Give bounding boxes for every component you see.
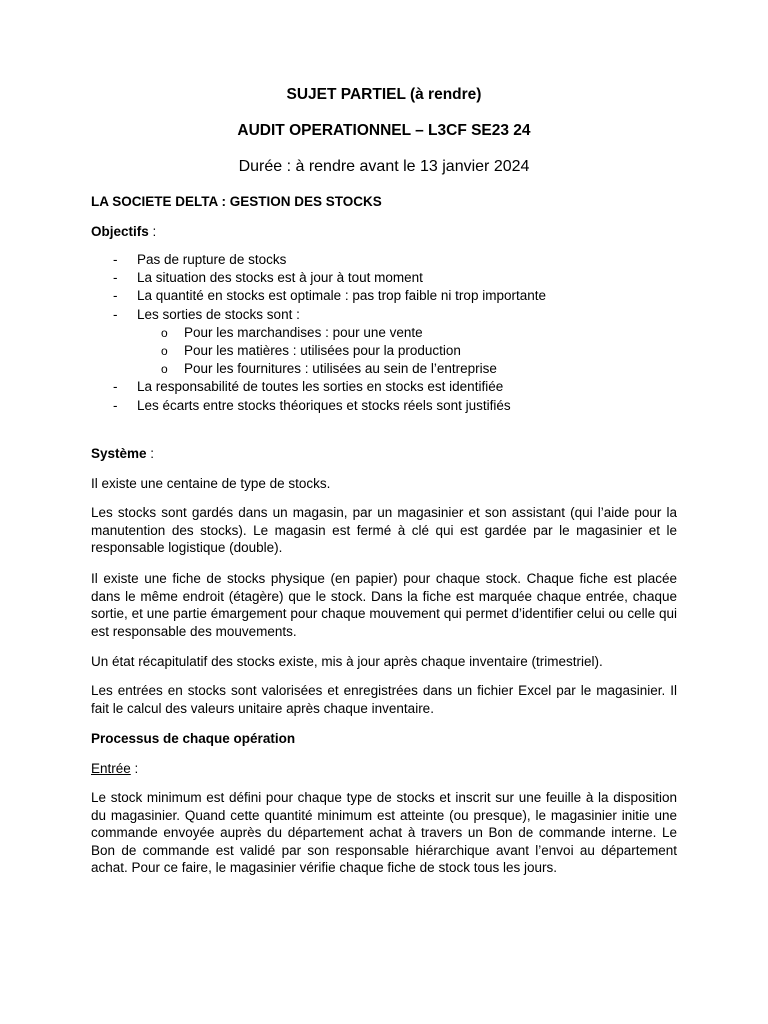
list-item-text: Les sorties de stocks sont :: [137, 306, 300, 322]
circle-bullet: o: [161, 325, 168, 340]
dash-bullet: -: [113, 270, 118, 286]
entree-paragraph: Le stock minimum est défini pour chaque type de stocks et inscrit sur une feuille à la disposition du magasinier. Quand cette quantité minimum est atteinte (ou presque), le magasinier initie une commande envoyée auprès du département achat à travers un Bon de commande interne. Le Bon de commande est validé par son responsable hiérarchique avant l’envoi au département achat. Pour ce faire, le magasinier vérifie chaque fiche de stock tous les jours.: [91, 790, 677, 876]
dash-bullet: -: [113, 288, 118, 304]
dash-bullet: -: [113, 306, 118, 322]
dash-bullet: -: [113, 379, 118, 395]
processus-heading: Processus de chaque opération: [91, 731, 296, 746]
sublist-item: [137, 324, 677, 342]
sublist-item-text: Pour les fournitures : utilisées au sein de l’entreprise: [184, 361, 497, 377]
sublist-item: [137, 360, 677, 378]
systeme-paragraph: Il existe une fiche de stocks physique (en papier) pour chaque stock. Chaque fiche est placée dans le même endroit (étagère) que le stock. Dans la fiche est marquée chaque entrée, chaque sortie, et une partie émargement pour chaque mouvement qui permet d’identifier celui ou celle qui est responsable des mouvements.: [91, 571, 677, 639]
systeme-paragraph: Un état récapitulatif des stocks existe, mis à jour après chaque inventaire (trimestriel).: [91, 654, 603, 669]
sublist-item-text: Pour les matières : utilisées pour la production: [184, 343, 461, 359]
dash-bullet: -: [113, 397, 118, 413]
sublist-item: [137, 342, 677, 360]
list-item: [91, 397, 677, 415]
due-date-line: Durée : à rendre avant le 13 janvier 2024: [238, 158, 530, 175]
list-item-text: La responsabilité de toutes les sorties en stocks est identifiée: [137, 379, 504, 395]
sorties-sublist: [137, 324, 677, 379]
objectifs-suffix: :: [148, 224, 157, 239]
circle-bullet: o: [161, 362, 168, 377]
dash-bullet: -: [113, 252, 118, 267]
systeme-suffix: :: [146, 446, 155, 461]
objectifs-heading: [91, 223, 677, 241]
section-heading: LA SOCIETE DELTA : GESTION DES STOCKS: [91, 194, 382, 209]
list-item-text: Pas de rupture de stocks: [137, 252, 287, 267]
entree-suffix: :: [130, 761, 139, 776]
list-item: [91, 251, 677, 269]
objectifs-list: [91, 251, 677, 415]
objectifs-label: Objectifs: [91, 224, 149, 239]
systeme-heading: [91, 445, 677, 463]
list-item-text: La quantité en stocks est optimale : pas trop faible ni trop importante: [137, 288, 546, 304]
list-item-text: Les écarts entre stocks théoriques et stocks réels sont justifiés: [137, 397, 511, 413]
page-title: SUJET PARTIEL (à rendre): [286, 86, 482, 103]
sublist-item-text: Pour les marchandises : pour une vente: [184, 324, 423, 340]
list-item: [91, 378, 677, 396]
systeme-paragraph: Il existe une centaine de type de stocks.: [91, 476, 331, 491]
list-item: [91, 287, 677, 305]
systeme-label: Système: [91, 446, 147, 461]
list-item: [91, 306, 677, 379]
entree-label: Entrée: [91, 761, 131, 776]
page-subtitle: AUDIT OPERATIONNEL – L3CF SE23 24: [237, 122, 531, 139]
list-item: [91, 269, 677, 287]
systeme-paragraph: Les stocks sont gardés dans un magasin, par un magasinier et son assistant (qui l’aide pour la manutention des stocks). Le magasin est fermé à clé qui est gardée par le magasinier et le responsable logistique (double).: [91, 505, 677, 556]
circle-bullet: o: [161, 344, 168, 359]
entree-heading: [91, 760, 677, 778]
systeme-paragraph: Les entrées en stocks sont valorisées et enregistrées dans un fichier Excel par le magasinier. Il fait le calcul des valeurs unitaire après chaque inventaire.: [91, 683, 677, 716]
list-item-text: La situation des stocks est à jour à tout moment: [137, 270, 423, 286]
